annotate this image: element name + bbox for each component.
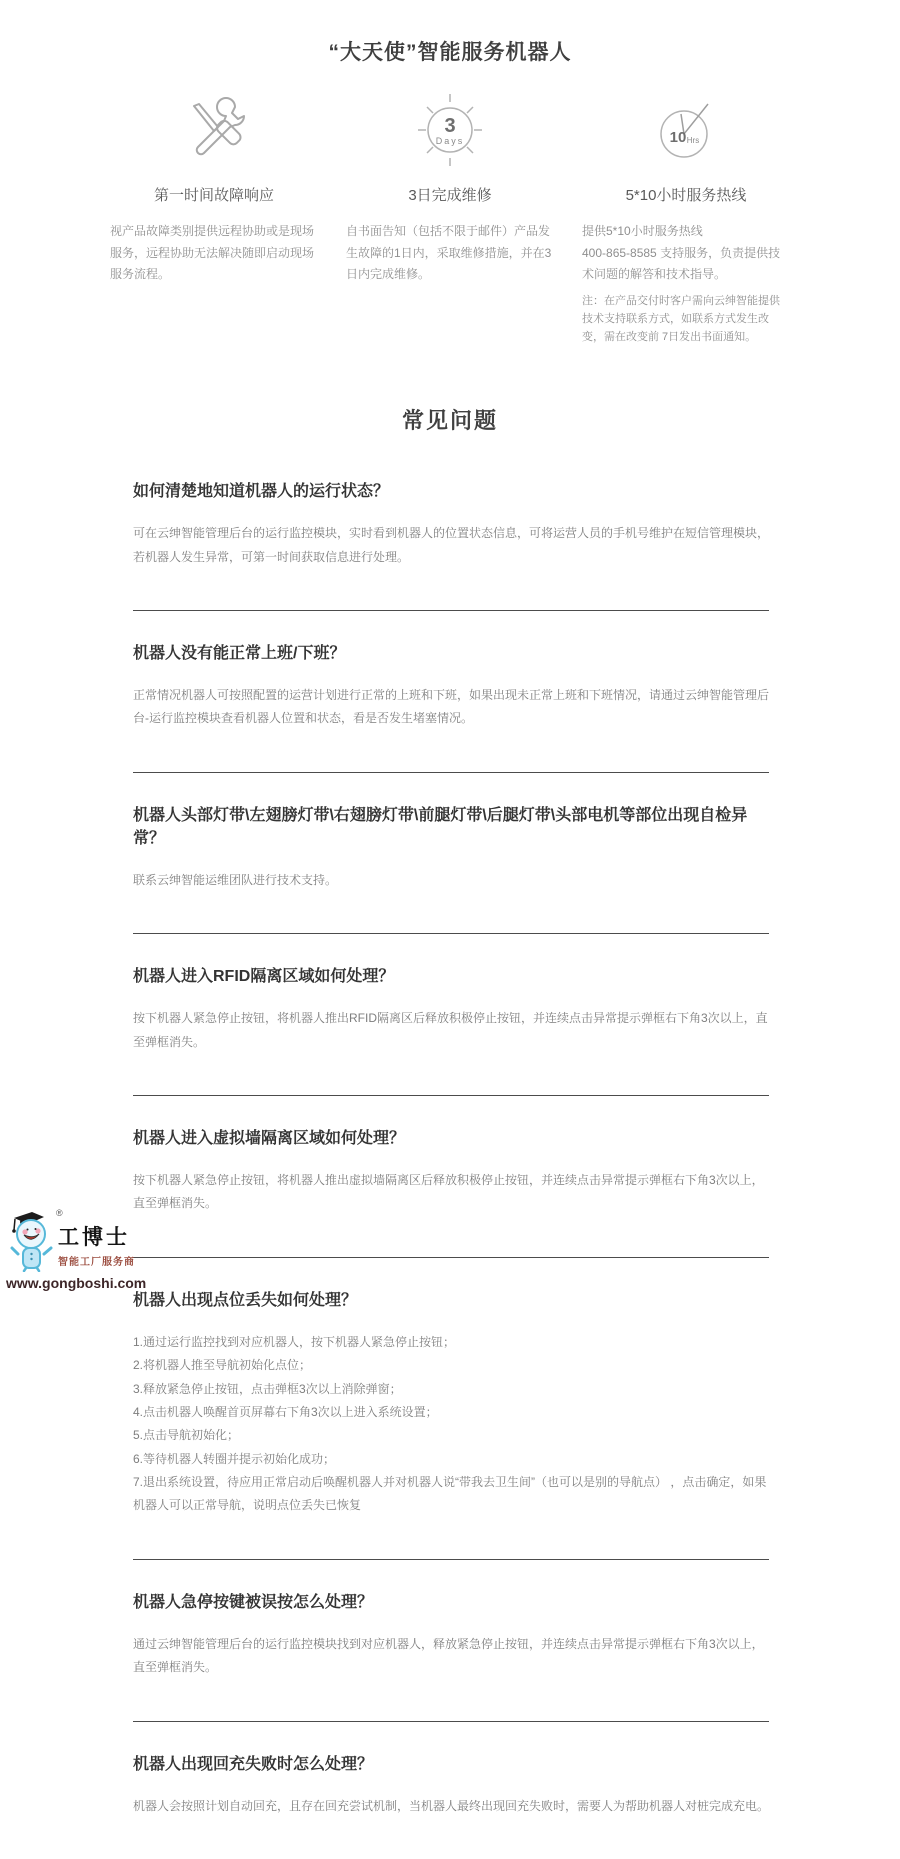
feature-text: 提供5*10小时服务热线 (582, 224, 703, 238)
brand-url[interactable]: www.gongboshi.com (6, 1275, 147, 1291)
tools-icon (110, 90, 318, 170)
faq-item (133, 1722, 769, 1859)
icon-days-word: Days (435, 136, 465, 146)
faq-answer: 联系云绅智能运维团队进行技术支持。 (133, 872, 338, 887)
faq-answer: 正常情况机器人可按照配置的运营计划进行正常的上班和下班，如果出现未正常上班和下班情况，请通过云绅智能管理后台-运行监控模块查看机器人位置和状态，看是否发生堵塞情况。 (133, 687, 770, 726)
faq-answer: 通过云绅智能管理后台的运行监控模块找到对应机器人，释放紧急停止按钮，并连续点击异常提示弹框右下角3次以上，直至弹框消失。 (133, 1636, 764, 1675)
faq-item (133, 611, 769, 773)
faq-step: 3.释放紧急停止按钮，点击弹框3次以上消除弹窗； (133, 1381, 402, 1396)
faq-question: 机器人出现点位丢失如何处理？ (133, 1291, 358, 1309)
faq-item (133, 1560, 769, 1722)
icon-hours-number: 10 (669, 129, 687, 146)
faq-step: 1.通过运行监控找到对应机器人，按下机器人紧急停止按钮； (133, 1334, 456, 1349)
faq-item (133, 773, 769, 934)
icon-days-number: 3 (444, 115, 456, 137)
feature-title: 第一时间故障响应 (153, 187, 274, 204)
faq-answer: 可在云绅智能管理后台的运行监控模块，实时看到机器人的位置状态信息，可将运营人员的手机号维护在短信管理模块，若机器人发生异常，可第一时间获取信息进行处理。 (133, 526, 770, 564)
faq-item (133, 1096, 769, 1258)
faq-question: 机器人出现回充失败时怎么处理？ (133, 1755, 374, 1773)
feature-text: 自书面告知（包括不限于邮件）产品发生故障的1日内，采取维修措施，并在3日内完成维修。 (346, 224, 552, 282)
registered-mark: ® (56, 1208, 63, 1218)
faq-step: 4.点击机器人唤醒首页屏幕右下角3次以上进入系统设置； (133, 1404, 438, 1419)
faq-item (133, 1258, 769, 1560)
faq-step: 7.退出系统设置，待应用正常启动后唤醒机器人并对机器人说“带我去卫生间”（也可以是别的导航点） ，点击确定，如果机器人可以正常导航，说明点位丢失已恢复 (133, 1475, 767, 1513)
faq-answer: 按下机器人紧急停止按钮，将机器人推出虚拟墙隔离区后释放积极停止按钮，并连续点击异常提示弹框右下角3次以上，直至弹框消失。 (133, 1172, 764, 1211)
feature-row (0, 90, 900, 346)
feature-text-phone: 400-865-8585 支持服务，负责提供技术问题的解答和技术指导。 (582, 245, 781, 282)
icon-hours-word: Hrs (686, 136, 700, 145)
brand-name: 工博士 (58, 1225, 130, 1249)
faq-question: 机器人进入虚拟墙隔离区域如何处理？ (133, 1129, 406, 1147)
feature-title: 3日完成维修 (408, 187, 492, 204)
clock-10hrs-icon (582, 90, 790, 170)
faq-question: 机器人没有能正常上班/下班？ (133, 644, 346, 662)
feature-text: 视产品故障类别提供远程协助或是现场服务，远程协助无法解决随即启动现场服务流程。 (110, 224, 315, 282)
page-title: “大天使”智能服务机器人 (328, 41, 572, 64)
feature-note: 注：在产品交付时客户需向云绅智能提供技术支持联系方式，如联系方式发生改变，需在改变前 7日发出书面通知。 (582, 294, 780, 344)
faq-answer: 机器人会按照计划自动回充，且存在回充尝试机制，当机器人最终出现回充失败时，需要人为帮助机器人对桩完成充电。 (133, 1798, 770, 1813)
faq-question: 机器人进入RFID隔离区域如何处理？ (133, 968, 395, 986)
calendar-3days-icon (346, 90, 554, 170)
faq-answer-steps (133, 1331, 769, 1518)
faq-step: 2.将机器人推至导航初始化点位； (133, 1358, 312, 1373)
feature-3day-repair (346, 90, 554, 346)
faq-item (133, 449, 769, 611)
feature-hotline (582, 90, 790, 346)
feature-fault-response (110, 90, 318, 346)
gongboshi-logo (6, 1208, 148, 1291)
faq-list (133, 449, 769, 1859)
faq-step: 5.点击导航初始化； (133, 1428, 240, 1443)
faq-step: 6.等待机器人转圈并提示初始化成功； (133, 1451, 336, 1466)
faq-question: 机器人急停按键被误按怎么处理？ (133, 1593, 374, 1611)
faq-question: 如何清楚地知道机器人的运行状态？ (133, 483, 390, 501)
mascot-icon (6, 1208, 58, 1272)
faq-item (133, 934, 769, 1096)
brand-tagline: 智能工厂服务商 (58, 1257, 135, 1268)
feature-title: 5*10小时服务热线 (625, 187, 747, 204)
faq-section-title: 常见问题 (401, 408, 498, 434)
faq-question: 机器人头部灯带\左翅膀灯带\右翅膀灯带\前腿灯带\后腿灯带\头部电机等部位出现自检异常？ (133, 806, 748, 847)
faq-answer: 按下机器人紧急停止按钮，将机器人推出RFID隔离区后释放积极停止按钮，并连续点击异常提示弹框右下角3次以上，直至弹框消失。 (133, 1011, 768, 1049)
